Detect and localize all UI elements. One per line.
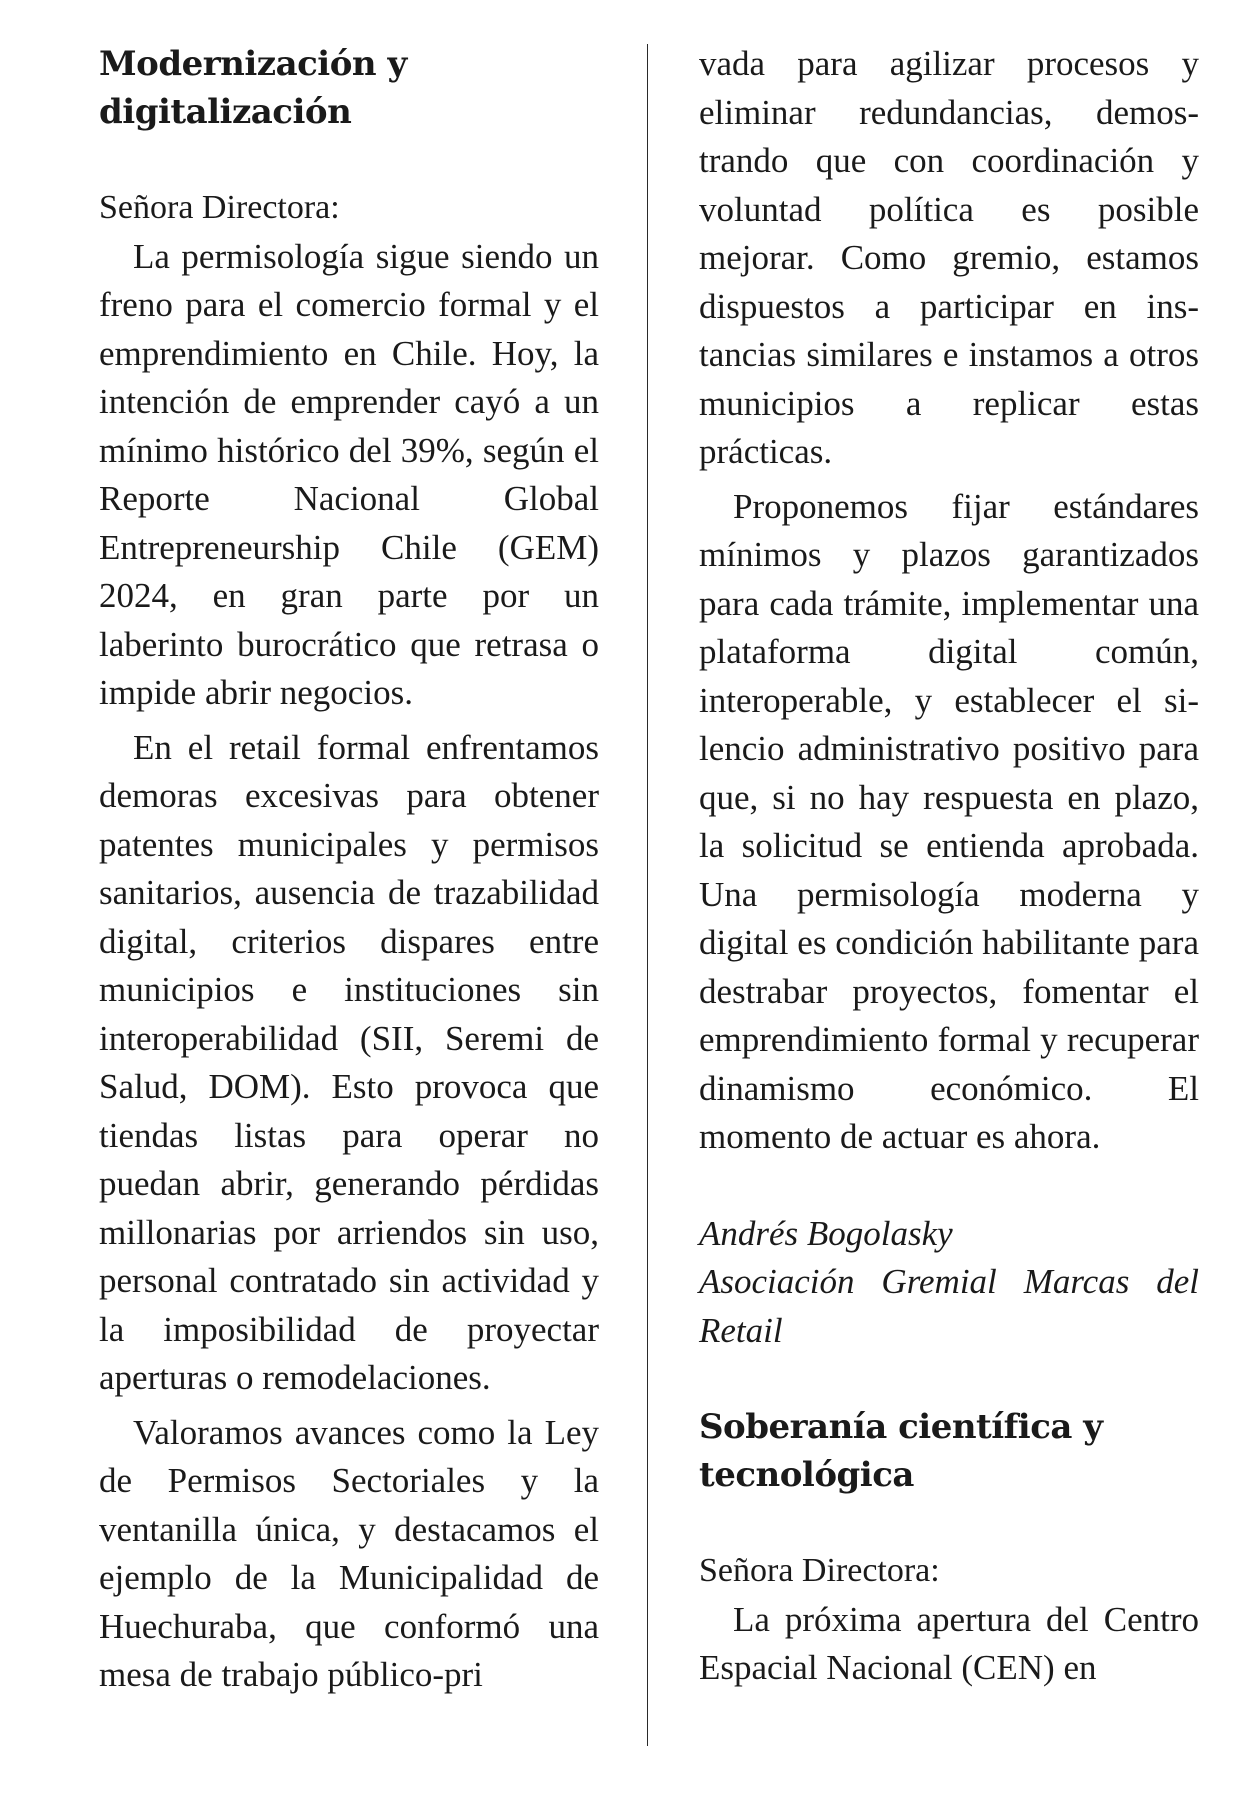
- signature-name: Andrés Bogolasky: [699, 1213, 953, 1253]
- letter-headline: Soberanía científica y tecnológica: [699, 1407, 1103, 1495]
- letter-paragraph-continued: vada para agilizar procesos y eliminar redundancias, demostrando que con coordinación y voluntad política es posible mejorar. Como gremio, estamos dispuestos a participar en instancias similares e instamos a otros municipios a replicar estas prácticas.: [699, 44, 1199, 471]
- letter-paragraph: En el retail formal enfrentamos demoras excesivas para obtener patentes municipales y permisos sanitarios, ausencia de trazabilidad digital, criterios dispares entre municipios e instituciones sin interoperabilidad (SII, Seremi de Salud, DOM). Esto provoca que tiendas listas para operar no puedan abrir, generando pérdidas millonarias por arriendos sin uso, personal contratado sin actividad y la imposibilidad de proyectar aperturas o remodelaciones.: [99, 727, 599, 1397]
- letter-paragraph: Proponemos fijar estándares mínimos y plazos garantizados para cada trámite, implementar una plataforma digital común, interoperable, y establecer el silencio administrativo positivo para que, si no hay respuesta en plazo, la solicitud se entienda aprobada. Una permisología moderna y digital es condición habilitante para destrabar proyectos, fomentar el emprendimiento formal y recuperar dinamismo económico. El momento de actuar es ahora.: [699, 486, 1199, 1156]
- letter-paragraph: La permisología sigue siendo un freno para el comercio formal y el emprendimiento en Chile. Hoy, la intención de emprender cayó a un mínimo histórico del 39%, según el Reporte Nacional Global Entrepreneurship Chile (GEM) 2024, en gran parte por un laberinto burocrático que retrasa o impide abrir negocios.: [99, 236, 599, 712]
- letter-signature: [699, 1210, 1199, 1356]
- letter-salutation: Señora Directora:: [99, 189, 340, 226]
- letter-salutation: Señora Directora:: [699, 1552, 940, 1589]
- letter-paragraph: La próxima apertura del Centro Espacial Nacional (CEN) en: [699, 1599, 1199, 1687]
- letter-headline: Modernización y digitalización: [99, 44, 407, 132]
- signature-organization: Asociación Gremial Marcas del Retail: [699, 1262, 1199, 1350]
- column-divider: [647, 44, 648, 1746]
- column-left: [99, 40, 599, 1706]
- letter-paragraph: Valoramos avances como la Ley de Permisos Sectoriales y la ventanilla única, y destacamos el ejemplo de la Municipalidad de Huechuraba, que conformó una mesa de trabajo público-pri: [99, 1412, 599, 1694]
- column-right: [699, 40, 1199, 1699]
